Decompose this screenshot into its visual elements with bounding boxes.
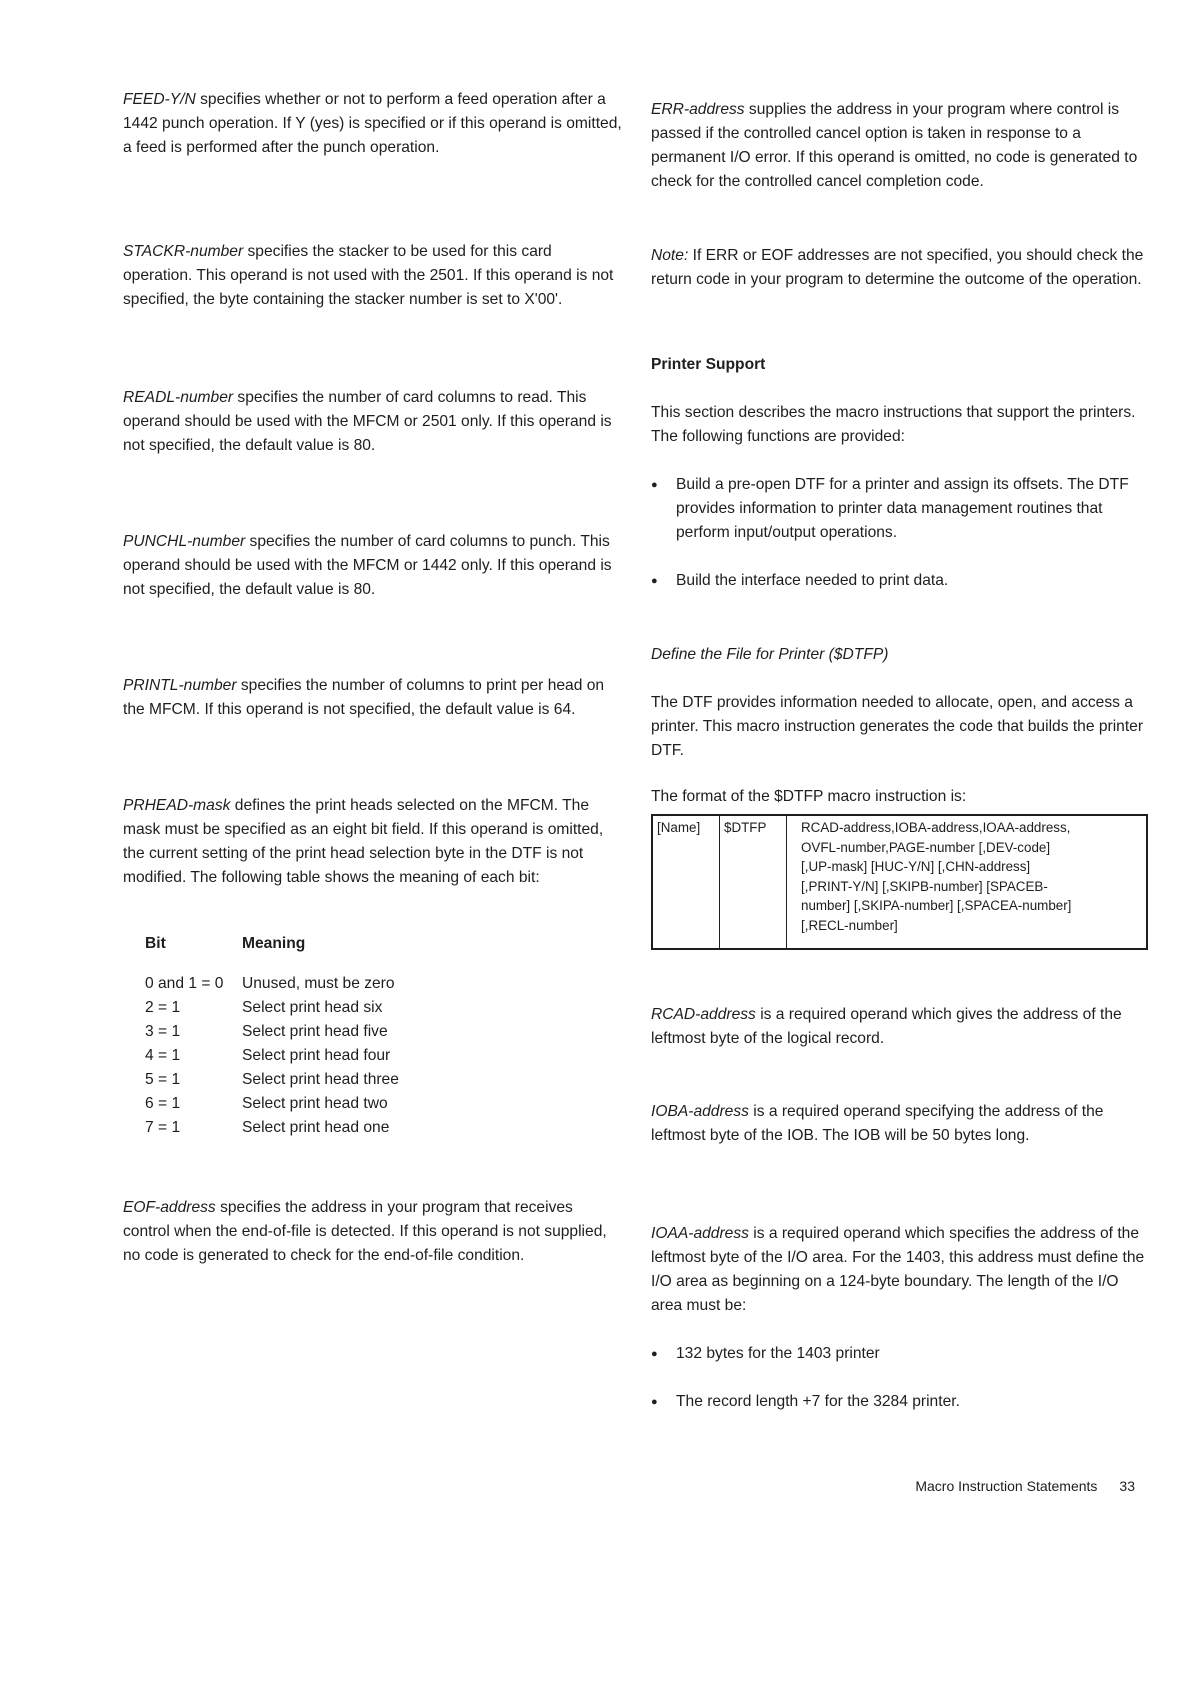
printer-intro: This section describes the macro instructions that support the printers. The following functions are provided: [651, 404, 1136, 445]
operand-line: number] [,SKIPA-number] [,SPACEA-number] [801, 898, 1072, 913]
ioaa-paragraph [651, 1222, 1151, 1318]
printl-text: specifies the number of columns to print per head on the MFCM. If this operand is not specified, the default value is 64. [123, 677, 605, 718]
prhead-term: PRHEAD-mask [123, 797, 231, 814]
printl-paragraph [123, 674, 623, 722]
eof-text: specifies the address in your program that receives control when the end-of-file is detected. If this operand is not supplied, no code is generated to check for the end-of-file condition. [123, 1199, 607, 1264]
note-paragraph [651, 244, 1151, 292]
table-row [145, 1068, 399, 1092]
rcad-paragraph [651, 1003, 1151, 1051]
bit-header: Bit [145, 935, 166, 952]
operand-line: RCAD-address,IOBA-address,IOAA-address, [801, 820, 1071, 835]
rcad-term: RCAD-address [651, 1006, 756, 1023]
stackr-term: STACKR-number [123, 243, 244, 260]
punchl-text: specifies the number of card columns to punch. This operand should be used with the MFCM or 1442 only. If this operand is not specified, the default value is 80. [123, 533, 612, 598]
ioba-paragraph [651, 1100, 1151, 1148]
ioba-term: IOBA-address [651, 1103, 749, 1120]
list-item: ● Build a pre-open DTF for a printer and assign its offsets. The DTF provides information to printer data management routines that perform input/output operations. [651, 473, 1151, 545]
err-term: ERR-address [651, 101, 745, 118]
ioaa-term: IOAA-address [651, 1225, 749, 1242]
format-intro: The format of the $DTFP macro instruction is: [651, 788, 967, 805]
operands-cell [787, 815, 1148, 949]
err-paragraph [651, 98, 1151, 194]
meaning-header: Meaning [242, 935, 306, 952]
table-row [145, 1092, 399, 1116]
rcad-text: is a required operand which gives the address of the leftmost byte of the logical record. [651, 1006, 1122, 1047]
bit-cell: 3 = 1 [145, 1023, 181, 1040]
operand-line: [,RECL-number] [801, 917, 898, 933]
meaning-cell: Select print head one [242, 1119, 390, 1136]
punchl-paragraph [123, 530, 623, 602]
table-row [145, 1020, 399, 1044]
bit-cell: 2 = 1 [145, 999, 181, 1016]
bit-cell: 4 = 1 [145, 1047, 181, 1064]
list-item: ● Build the interface needed to print data. [651, 569, 1151, 593]
page-footer [915, 1474, 1135, 1498]
bit-cell: 0 and 1 = 0 [145, 975, 224, 992]
readl-text: specifies the number of card columns to read. This operand should be used with the MFCM or 2501 only. If this operand is not specified, the default value is 80. [123, 389, 612, 454]
functions-list [651, 473, 1151, 593]
meaning-cell: Select print head four [242, 1047, 391, 1064]
printl-term: PRINTL-number [123, 677, 237, 694]
note-text: If ERR or EOF addresses are not specified, you should check the return code in your program to determine the outcome of the operation. [651, 247, 1144, 288]
table-row [145, 996, 399, 1020]
table-row [145, 1044, 399, 1068]
err-text: supplies the address in your program where control is passed if the controlled cancel option is taken in response to a permanent I/O error. If this operand is omitted, no code is generated to check for the controlled cancel completion code. [651, 101, 1138, 190]
meaning-cell: Select print head six [242, 999, 383, 1016]
eof-paragraph [123, 1196, 623, 1268]
stackr-text: specifies the stacker to be used for this card operation. This operand is not used with the 2501. If this operand is not specified, the byte containing the stacker number is set to X'00'. [123, 243, 614, 308]
operand-line: [,PRINT-Y/N] [,SKIPB-number] [SPACEB- [801, 878, 1048, 894]
meaning-cell: Select print head two [242, 1095, 388, 1112]
table-row [145, 1116, 399, 1140]
bit-meaning-table [145, 932, 399, 1140]
dtfp-intro: The DTF provides information needed to allocate, open, and access a printer. This macro instruction generates the code that builds the printer DTF. [651, 694, 1144, 759]
dtfp-subheading: Define the File for Printer ($DTFP) [651, 646, 889, 663]
list-item: ● The record length +7 for the 3284 printer. [651, 1390, 1151, 1414]
meaning-cell: Unused, must be zero [242, 975, 395, 992]
list-item: ● 132 bytes for the 1403 printer [651, 1342, 1151, 1366]
footer-title: Macro Instruction Statements [915, 1478, 1098, 1494]
table-row [652, 815, 1147, 949]
feed-term: FEED-Y/N [123, 91, 196, 108]
bit-cell: 5 = 1 [145, 1071, 181, 1088]
table-row [145, 972, 399, 996]
note-label: Note: [651, 247, 689, 264]
ioba-text: is a required operand specifying the address of the leftmost byte of the IOB. The IOB will be 50 bytes long. [651, 1103, 1104, 1144]
meaning-cell: Select print head five [242, 1023, 388, 1040]
ioaa-text: is a required operand which specifies the address of the leftmost byte of the I/O area. For the 1403, this address must define the I/O area as beginning on a 124-byte boundary. The length of the I/O area must be: [651, 1225, 1145, 1314]
feed-paragraph [123, 88, 623, 160]
prhead-text: defines the print heads selected on the MFCM. The mask must be specified as an eight bit field. If this operand is omitted, the current setting of the print head selection byte in the DTF is not modified. The following table shows the meaning of each bit: [123, 797, 604, 886]
meaning-cell: Select print head three [242, 1071, 399, 1088]
operand-line: OVFL-number,PAGE-number [,DEV-code] [801, 839, 1051, 855]
page-number: 33 [1119, 1478, 1135, 1494]
feed-text: specifies whether or not to perform a feed operation after a 1442 punch operation. If Y (yes) is specified or if this operand is omitted, a feed is performed after the punch operation. [123, 91, 622, 156]
readl-paragraph [123, 386, 623, 458]
lengths-list [651, 1342, 1151, 1414]
prhead-paragraph [123, 794, 623, 890]
printer-support-heading: Printer Support [651, 356, 766, 373]
bit-cell: 6 = 1 [145, 1095, 181, 1112]
name-cell: [Name] [652, 815, 720, 949]
operand-line: [,UP-mask] [HUC-Y/N] [,CHN-address] [801, 859, 1031, 874]
bit-cell: 7 = 1 [145, 1119, 181, 1136]
readl-term: READL-number [123, 389, 234, 406]
dtfp-format-table [651, 814, 1148, 950]
stackr-paragraph [123, 240, 623, 312]
eof-term: EOF-address [123, 1199, 216, 1216]
punchl-term: PUNCHL-number [123, 533, 246, 550]
op-cell: $DTFP [720, 815, 787, 949]
